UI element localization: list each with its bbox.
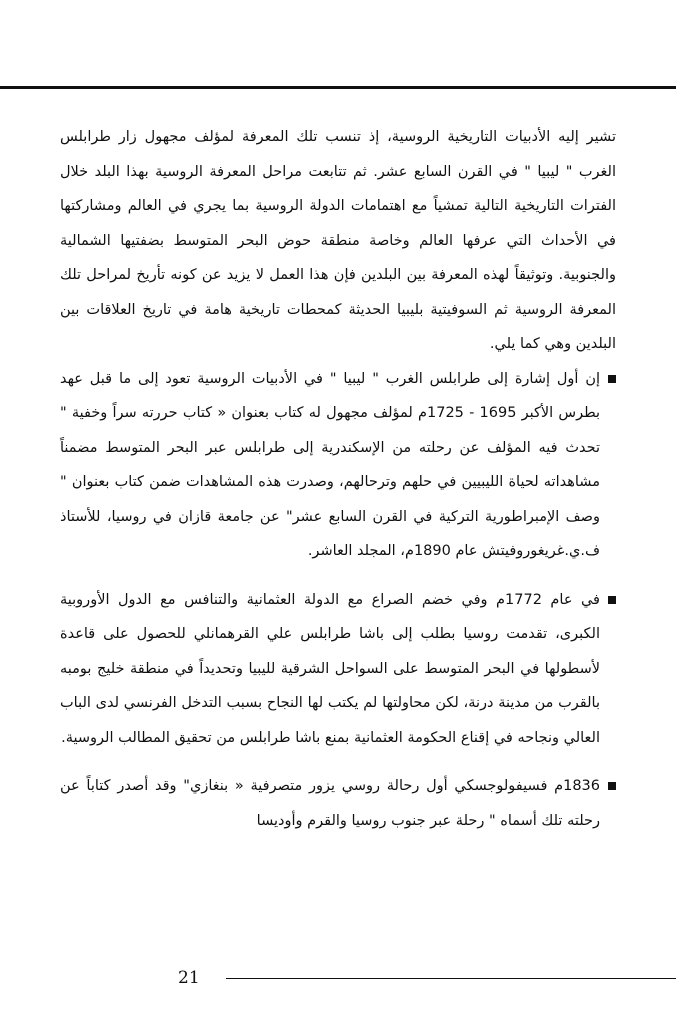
bullet-text: في عام 1772م وفي خضم الصراع مع الدولة العثمانية والتنافس مع الدول الأوروبية الكبرى، تقدمت روسيا بطلب إلى باشا طرابلس علي القرهمانلي للحصول على قاعدة لأسطولها في البحر المتوسط على السواحل الشرقية لليبيا وتحديداً في منطقة خليج بومبه بالقرب من مدينة درنة، لكن محاولتها لم يكتب لها النجاح بسبب التدخل الفرنسي لدى الباب العالي ونجاحه في إقناع الحكومة العثمانية بمنع باشا طرابلس من تحقيق المطالب الروسية.	[60, 591, 600, 746]
footer-rule	[226, 978, 676, 979]
bullet-text: 1836م فسيفولوجسكي أول رحالة روسي يزور متصرفية « بنغازي" وقد أصدر كتاباً عن رحلته تلك أسماه " رحلة عبر جنوب روسيا والقرم وأوديسا	[60, 778, 600, 829]
bullet-square-icon	[608, 782, 616, 790]
bullet-item	[60, 362, 616, 569]
bullet-square-icon	[608, 596, 616, 604]
intro-paragraph: تشير إليه الأدبيات التاريخية الروسية، إذ تنسب تلك المعرفة لمؤلف مجهول زار طرابلس الغرب " ليبيا " في القرن السابع عشر. ثم تتابعت مراحل المعرفة الروسية بهذا البلد خلال الفترات التاريخية التالية تمشياً مع اهتمامات الدولة الروسية بما يجري في العالم ومشاركتها في الأحداث التي عرفها العالم وخاصة منطقة حوض البحر المتوسط بضفتيها الشمالية والجنوبية. وتوثيقاً لهذه المعرفة بين البلدين فإن هذا العمل لا يزيد عن كونه تأريخ لمراحل تلك المعرفة الروسية ثم السوفيتية بليبيا الحديثة كمحطات تاريخية هامة في تاريخ العلاقات بين البلدين وهي كما يلي.	[60, 129, 616, 352]
bullet-item	[60, 769, 616, 838]
header-rule	[0, 86, 676, 89]
bullet-square-icon	[608, 375, 616, 383]
page-number: 21	[178, 968, 200, 988]
page-footer	[0, 967, 676, 997]
bullet-item	[60, 583, 616, 756]
page-body	[60, 120, 616, 852]
bullet-text: إن أول إشارة إلى طرابلس الغرب " ليبيا " في الأدبيات الروسية تعود إلى ما قبل عهد بطرس الأكبر 1695 - 1725م لمؤلف مجهول له كتاب بعنوان « كتاب حررته سراً وخفية " تحدث فيه المؤلف عن رحلته من الإسكندرية إلى طرابلس عبر البحر المتوسط مضمناً مشاهداته لحياة الليبيين في حلهم وترحالهم، وصدرت هذه المشاهدات ضمن كتاب بعنوان " وصف الإمبراطورية التركية في القرن السابع عشر" عن جامعة قازان في روسيا، للأستاذ ف.ي.غريغوروفيتش عام 1890م، المجلد العاشر.	[60, 370, 601, 559]
